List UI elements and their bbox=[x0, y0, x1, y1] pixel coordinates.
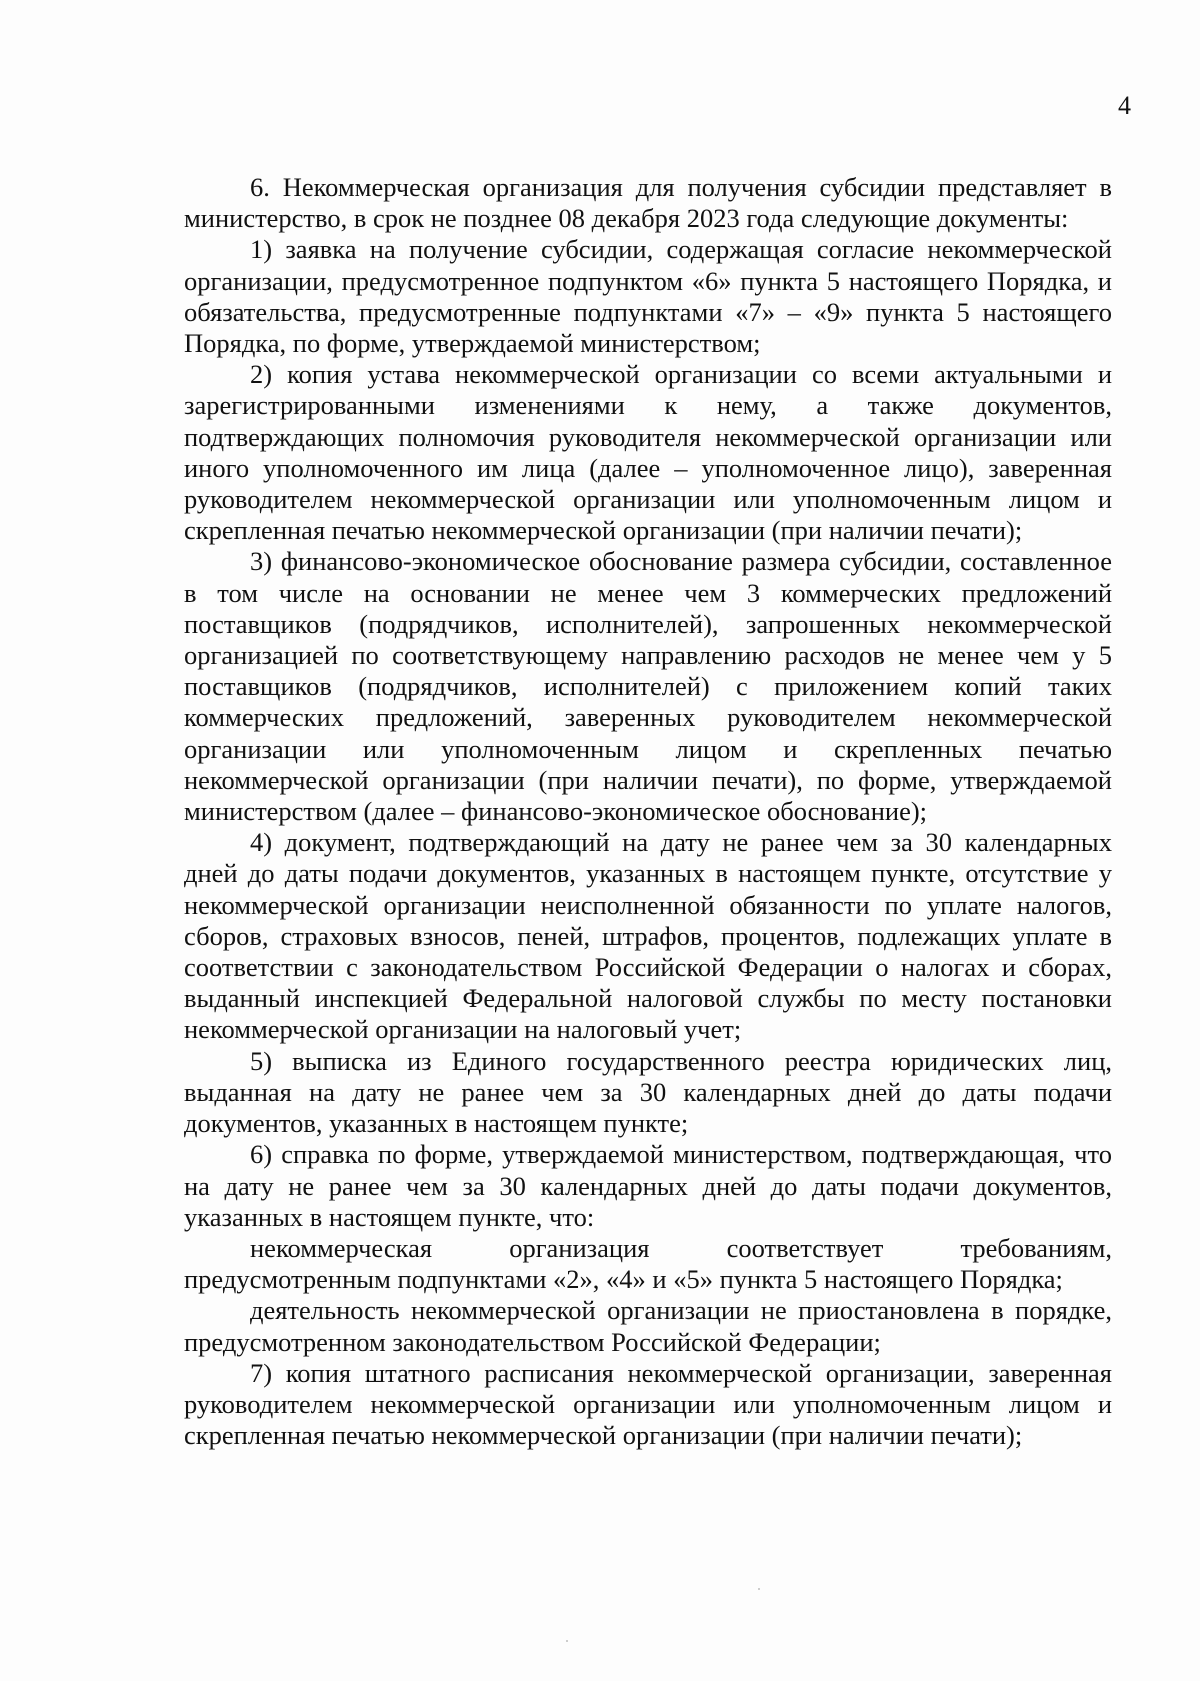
paragraph-subitem-7-staff-schedule: 7) копия штатного расписания некоммерческой организации, заверенная руководителем некоммерческой организации или уполномоченным лицом и скрепленная печатью некоммерческой организации (при наличии печати); bbox=[184, 1357, 1112, 1451]
paragraph-certificate-condition-requirements: некоммерческая организация соответствует требованиям, предусмотренным подпунктами «2», «4» и «5» пункта 5 настоящего Порядка; bbox=[184, 1232, 1112, 1295]
paragraph-certificate-condition-activity: деятельность некоммерческой организации не приостановлена в порядке, предусмотренном законодательством Российской Федерации; bbox=[184, 1295, 1112, 1357]
paragraph-subitem-4-tax-document: 4) документ, подтверждающий на дату не ранее чем за 30 календарных дней до даты подачи документов, указанных в настоящем пункте, отсутствие у некоммерческой организации неисполненной обязанности по уплате налогов, сборов, страховых взносов, пеней, штрафов, процентов, подлежащих уплате в соответствии с законодательством Российской Федерации о налогах и сборах, выданный инспекцией Федеральной налоговой службы по месту постановки некоммерческой организации на налоговый учет; bbox=[184, 827, 1112, 1045]
paragraph-subitem-2-charter-copy: 2) копия устава некоммерческой организации со всеми актуальными и зарегистрированными изменениями к нему, а также документов, подтверждающих полномочия руководителя некоммерческой организации или иного уполномоченного им лица (далее – уполномоченное лицо), заверенная руководителем некоммерческой организации или уполномоченным лицом и скрепленная печатью некоммерческой организации (при наличии печати); bbox=[184, 359, 1112, 546]
scan-speck bbox=[758, 1588, 760, 1590]
paragraph-subitem-5-registry-extract: 5) выписка из Единого государственного реестра юридических лиц, выданная на дату не ранее чем за 30 календарных дней до даты подачи документов, указанных в настоящем пункте; bbox=[184, 1045, 1112, 1139]
page-number: 4 bbox=[1118, 91, 1131, 120]
paragraph-subitem-3-financial-justification: 3) финансово-экономическое обоснование размера субсидии, составленное в том числе на основании не менее чем 3 коммерческих предложений поставщиков (подрядчиков, исполнителей), запрошенных некоммерческой организацией по соответствующему направлению расходов не менее чем у 5 поставщиков (подрядчиков, исполнителей) с приложением копий таких коммерческих предложений, заверенных руководителем некоммерческой организации или уполномоченным лицом и скрепленных печатью некоммерческой организации (при наличии печати), по форме, утверждаемой министерством (далее – финансово-экономическое обоснование); bbox=[184, 546, 1112, 827]
scan-speck bbox=[566, 1640, 568, 1642]
paragraph-subitem-6-certificate: 6) справка по форме, утверждаемой министерством, подтверждающая, что на дату не ранее чем за 30 календарных дней до даты подачи документов, указанных в настоящем пункте, что: bbox=[184, 1139, 1112, 1232]
paragraph-subitem-1-application: 1) заявка на получение субсидии, содержащая согласие некоммерческой организации, предусмотренное подпунктом «6» пункта 5 настоящего Порядка, и обязательства, предусмотренные подпунктами «7» – «9» пункта 5 настоящего Порядка, по форме, утверждаемой министерством; bbox=[184, 234, 1112, 359]
body-text bbox=[184, 172, 1112, 1451]
paragraph-item-6: 6. Некоммерческая организация для получения субсидии представляет в министерство, в срок не позднее 08 декабря 2023 года следующие документы: bbox=[184, 172, 1112, 234]
